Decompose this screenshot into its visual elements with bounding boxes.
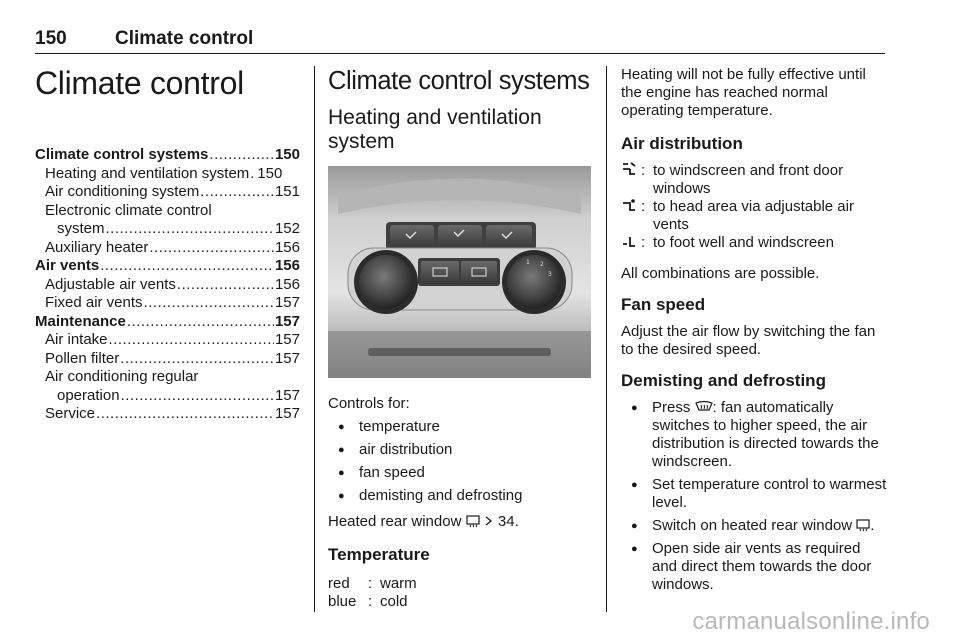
column-divider-left: [314, 66, 315, 612]
foot-well-icon: [621, 234, 637, 248]
list-item: red : warm: [328, 575, 417, 592]
list-item: ● air distribution: [328, 441, 593, 459]
heated-rear-window-icon: [856, 518, 870, 532]
toc-entry[interactable]: Air conditioning system ..... 151: [35, 183, 300, 202]
svg-text:2: 2: [540, 261, 544, 268]
air-distribution-list: [621, 162, 887, 253]
combinations-note: All combinations are possible.: [621, 265, 820, 282]
table-of-contents: [35, 146, 300, 424]
svg-text:1: 1: [526, 259, 530, 266]
heating-intro: Heating will not be fully effective until the engine has reached normal operating temperature.: [621, 66, 866, 119]
temperature-list: [328, 575, 593, 611]
watermark: carmanualsonline.info: [692, 608, 930, 635]
right-column: [621, 66, 887, 594]
page-reference-icon: [484, 514, 494, 528]
page-number: 150: [35, 28, 67, 49]
page-header: [35, 28, 885, 54]
header-title: Climate control: [115, 28, 254, 49]
head-area-icon: [621, 198, 637, 212]
air-distribution-heading: Air distribution: [621, 134, 743, 153]
climate-control-panel-photo: [328, 166, 591, 378]
demisting-list: [621, 399, 887, 594]
toc-entry[interactable]: Service ..... 157: [35, 405, 300, 424]
toc-entry[interactable]: Fixed air vents ..... 157: [35, 294, 300, 313]
list-item: : to foot well and windscreen: [621, 234, 887, 253]
list-item: ● Press : fan automatically switches to higher speed, the air distribution is directed towards the windscreen.: [621, 399, 887, 471]
heated-rear-window-icon: [466, 514, 480, 528]
list-item: ● demisting and defrosting: [328, 487, 593, 505]
heated-rear-window-ref: Heated rear window 34.: [328, 513, 519, 530]
toc-column: [35, 66, 300, 424]
list-item: : to head area via adjustable air vents: [621, 198, 887, 234]
demisting-heading: Demisting and defrosting: [621, 371, 826, 390]
list-item: ● Open side air vents as required and direct them towards the door windows.: [621, 540, 887, 594]
list-item: blue : cold: [328, 593, 408, 610]
toc-entry[interactable]: Maintenance ..... 157: [35, 313, 300, 332]
toc-entry[interactable]: system ..... 152: [35, 220, 300, 239]
controls-intro: Controls for:: [328, 395, 410, 412]
toc-entry[interactable]: Air intake ..... 157: [35, 331, 300, 350]
windscreen-defrost-icon: [695, 400, 713, 414]
toc-entry[interactable]: Heating and ventilation system ..... 150: [35, 165, 300, 184]
chapter-title: Climate control: [35, 65, 244, 101]
section-title: Climate control systems: [328, 67, 590, 95]
list-item: ● Switch on heated rear window .: [621, 517, 887, 535]
toc-entry-line[interactable]: Electronic climate control: [45, 201, 212, 219]
svg-text:3: 3: [548, 271, 552, 278]
list-item: : to windscreen and front door windows: [621, 162, 887, 198]
toc-entry[interactable]: Climate control systems ..... 150: [35, 146, 300, 165]
subsection-title: Heating and ventilation system: [328, 106, 542, 153]
toc-entry-line[interactable]: Air conditioning regular: [45, 368, 199, 385]
column-divider-right: [606, 66, 607, 612]
fan-speed-heading: Fan speed: [621, 295, 706, 314]
middle-column: [328, 66, 593, 611]
controls-list: [328, 418, 593, 505]
toc-entry[interactable]: Adjustable air vents ..... 156: [35, 276, 300, 295]
list-item: ● temperature: [328, 418, 593, 436]
list-item: ● fan speed: [328, 464, 593, 482]
toc-entry[interactable]: Auxiliary heater ..... 156: [35, 239, 300, 258]
temperature-heading: Temperature: [328, 545, 430, 564]
windscreen-footwell-icon: [621, 162, 637, 176]
toc-entry[interactable]: Pollen filter ..... 157: [35, 350, 300, 369]
list-item: ● Set temperature control to warmest level.: [621, 476, 887, 512]
toc-entry[interactable]: operation ..... 157: [35, 387, 300, 406]
toc-entry[interactable]: Air vents ..... 156: [35, 257, 300, 276]
fan-speed-text: Adjust the air flow by switching the fan to the desired speed.: [621, 323, 876, 358]
